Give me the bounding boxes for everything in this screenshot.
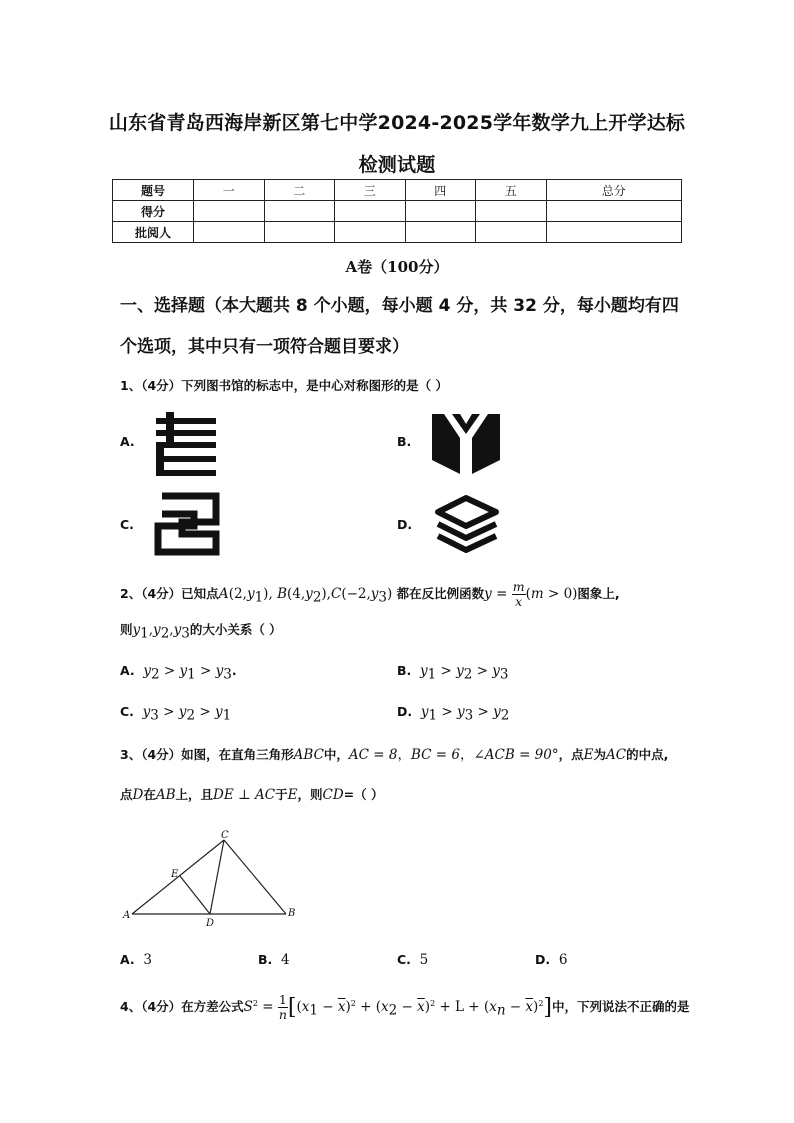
library-logo-b-icon[interactable] (430, 410, 502, 478)
score-table-row (113, 201, 682, 222)
q2-option-d[interactable]: D. $y_1 > y_3 > y_2$ (397, 704, 510, 724)
section1-title: 一、选择题（本大题共 8 个小题，每小题 4 分，共 32 分，每小题均有四个选项，其中只有一项符合题目要求） (120, 296, 679, 357)
score-table-header-row (113, 180, 682, 201)
library-logo-c-icon[interactable] (150, 490, 224, 558)
q2-stem-line2: 则$y_1,y_2,y_3$的大小关系（ ） (120, 622, 282, 642)
score-table-row (113, 222, 682, 243)
q2-stem-mid: 都在反比例函数 (396, 586, 485, 601)
score-cell[interactable] (194, 222, 265, 243)
library-logo-d-icon[interactable] (430, 492, 502, 558)
section-a-title: A卷（100分） (345, 258, 449, 276)
score-cell[interactable] (405, 222, 476, 243)
score-cell[interactable] (546, 201, 682, 222)
q2-option-c[interactable]: C. $y_3 > y_2 > y_1$ (120, 704, 232, 724)
score-cell[interactable] (476, 222, 547, 243)
q1-stem: 1、（4分）下列图书馆的标志中，是中心对称图形的是（ ） (120, 378, 448, 393)
score-cell[interactable] (476, 201, 547, 222)
function-fraction: $\frac{m}{x}$ (512, 579, 525, 609)
q3-option-b[interactable]: B. 4 (258, 952, 290, 968)
score-cell[interactable] (264, 201, 335, 222)
score-header-cell: 三 (335, 180, 406, 201)
score-cell[interactable] (546, 222, 682, 243)
score-header-cell: 五 (476, 180, 547, 201)
q3-option-a[interactable]: A. 3 (120, 952, 152, 968)
score-cell[interactable] (335, 222, 406, 243)
q3-option-d[interactable]: D. 6 (535, 952, 568, 968)
score-header-cell: 题号 (113, 180, 194, 201)
label-c: C (221, 830, 229, 841)
q2-stem-prefix: 2、（4分）已知点 (120, 586, 219, 601)
segment-cd (210, 840, 224, 914)
label-a: A (123, 910, 131, 921)
score-header-cell: 二 (264, 180, 335, 201)
q3-option-c[interactable]: C. 5 (397, 952, 429, 968)
q2-stem: 2、（4分）已知点$A(2,y_1)$, $B(4,y_2),C(-2,y_3)$ 都在反比例函数y = $\frac{m}{x}$ (m > 0)图象上, (120, 579, 620, 609)
q1-option-c-label[interactable]: C. (120, 517, 134, 532)
triangle-figure (120, 830, 310, 930)
score-cell[interactable] (264, 222, 335, 243)
q1-option-d-label[interactable]: D. (397, 517, 413, 532)
q1-option-a-label[interactable]: A. (120, 434, 135, 449)
label-e: E (171, 869, 179, 880)
q1-option-b-label[interactable]: B. (397, 434, 412, 449)
document-title-line2: 检测试题 (358, 154, 436, 176)
q4-stem: 4、（4分）在方差公式$S^2$ = $\frac{1}{n}$ $[(x_1 - \overline{x})^2 + (x_2 - \overline{x})^2 + L + (x_n - \overline{x})^2]$中，下列说法不正确的是 (120, 992, 690, 1022)
q3-stem-line2: 点D在AB上，且DE ⊥ AC于E，则CD=（ ） (120, 787, 384, 803)
q2-option-b[interactable]: B. $y_1 > y_2 > y_3$ (397, 663, 509, 683)
score-header-cell: 四 (405, 180, 476, 201)
segment-de (180, 876, 210, 914)
score-cell[interactable] (405, 201, 476, 222)
label-b: B (288, 908, 296, 919)
score-header-cell: 总分 (546, 180, 682, 201)
document-title-line1: 山东省青岛西海岸新区第七中学2024-2025学年数学九上开学达标 (108, 112, 686, 134)
score-cell[interactable] (335, 201, 406, 222)
score-cell[interactable] (194, 201, 265, 222)
library-logo-a-icon[interactable] (152, 410, 224, 476)
score-table (112, 179, 682, 243)
q2-option-a[interactable]: A. $y_2 > y_1 > y_3$. (120, 663, 237, 683)
score-header-cell: 一 (194, 180, 265, 201)
score-row-label: 批阅人 (113, 222, 194, 243)
q2-stem-suffix: 图象上, (577, 586, 620, 601)
q3-stem-line1: 3、（4分）如图，在直角三角形ABC中，AC = 8，BC = 6，∠ACB = 90°，点E为AC的中点, (120, 747, 669, 763)
score-row-label: 得分 (113, 201, 194, 222)
label-d: D (206, 918, 215, 929)
segment-cb (224, 840, 286, 914)
